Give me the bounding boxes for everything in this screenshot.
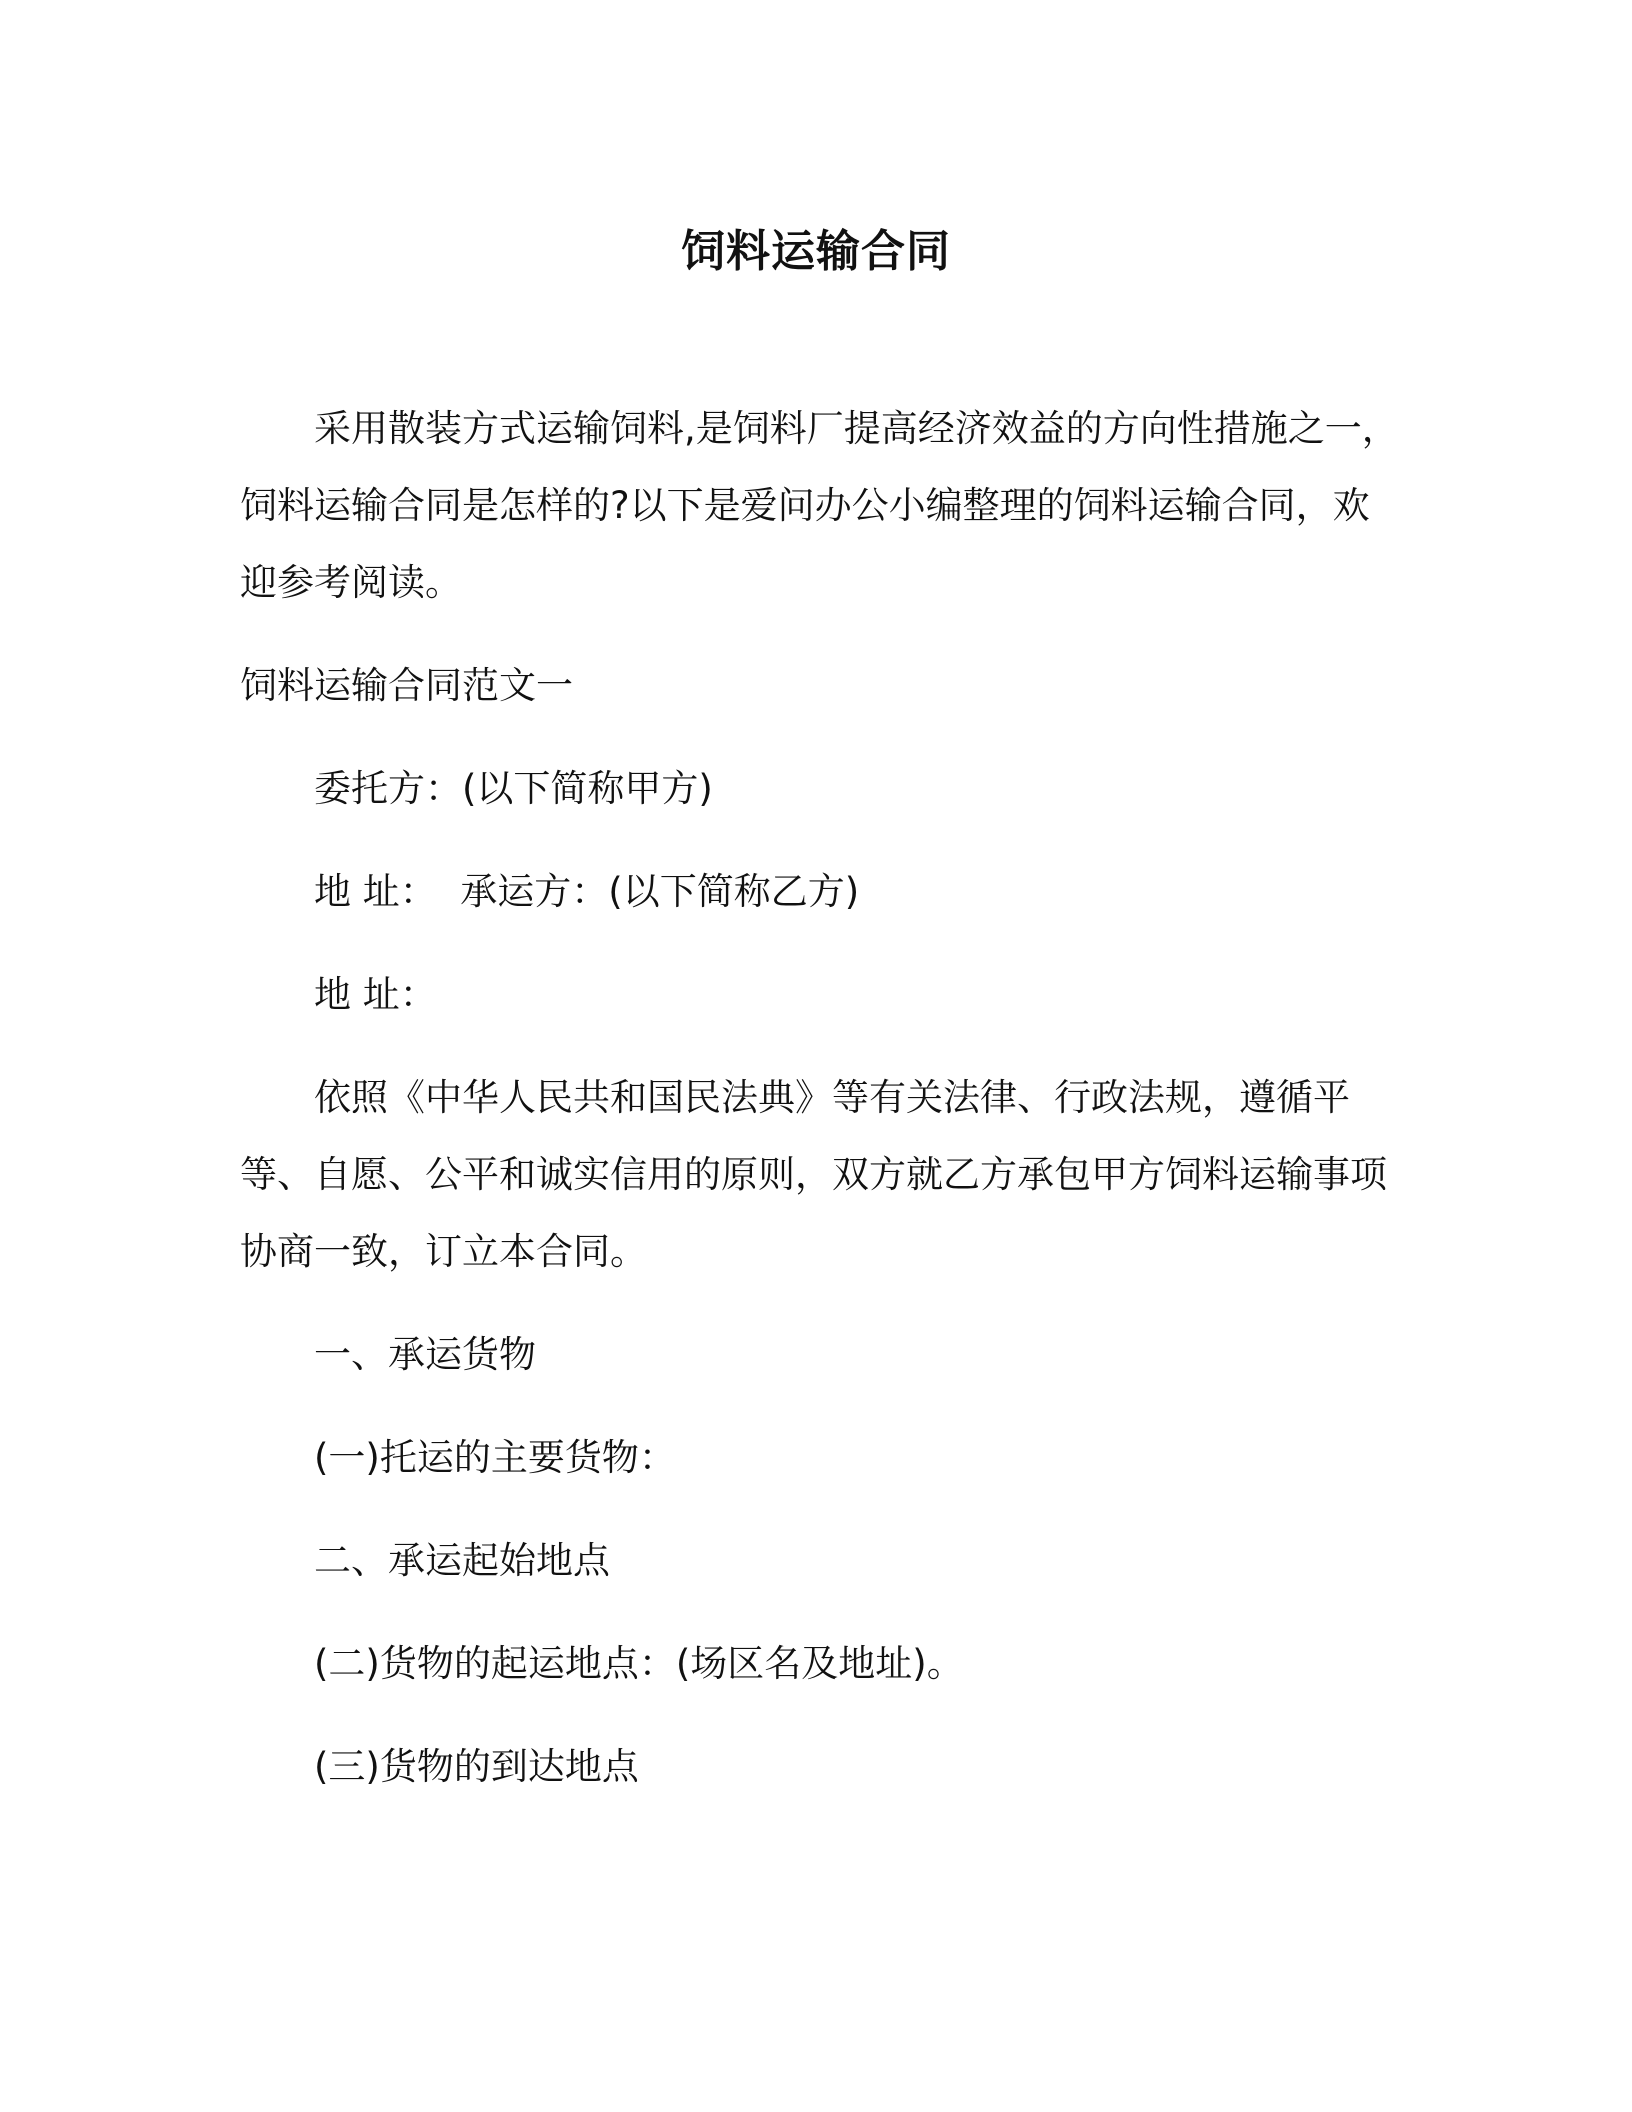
section-heading: 饲料运输合同范文一 xyxy=(240,664,573,707)
clause-1-item-1: (一)托运的主要货物： xyxy=(314,1436,676,1479)
address-party-b-line: 地 址： 承运方：(以下简称乙方) xyxy=(314,870,860,913)
basis-paragraph: 依照《中华人民共和国民法典》等有关法律、行政法规，遵循平等、自愿、公平和诚实信用的原则，双方就乙方承包甲方饲料运输事项协商一致，订立本合同。 xyxy=(240,1076,1387,1273)
intro-paragraph: 采用散装方式运输饲料,是饲料厂提高经济效益的方向性措施之一，饲料运输合同是怎样的?以下是爱问办公小编整理的饲料运输合同，欢迎参考阅读。 xyxy=(240,407,1399,604)
party-a-line: 委托方：(以下简称甲方) xyxy=(314,767,713,810)
document-title: 饲料运输合同 xyxy=(681,226,951,277)
clause-2-item-3: (三)货物的到达地点 xyxy=(314,1745,639,1788)
clause-2-heading: 二、承运起始地点 xyxy=(314,1539,610,1582)
address-line: 地 址： xyxy=(314,973,437,1016)
clause-1-heading: 一、承运货物 xyxy=(314,1333,536,1376)
clause-2-item-2: (二)货物的起运地点：(场区名及地址)。 xyxy=(314,1642,964,1685)
document-body xyxy=(240,390,1400,1805)
